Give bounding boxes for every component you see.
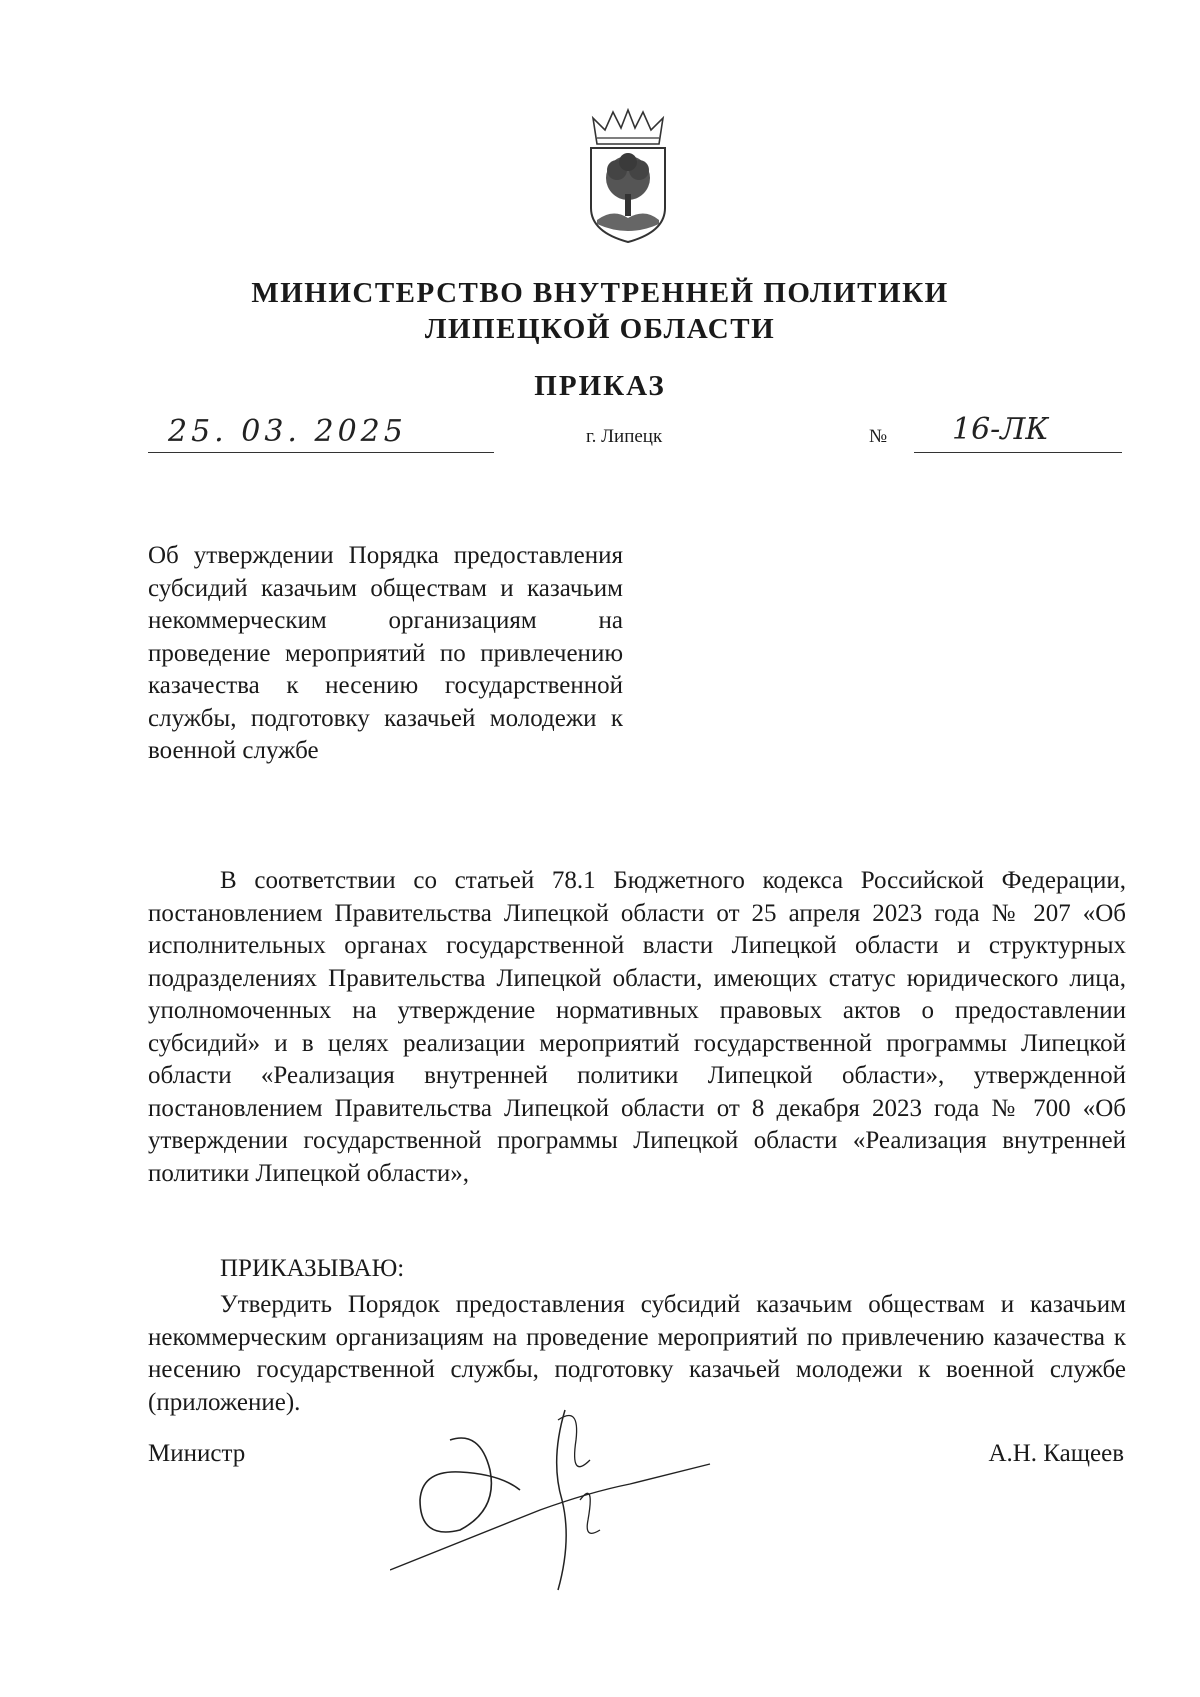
preamble-paragraph: В соответствии со статьей 78.1 Бюджетного кодекса Российской Федерации, постановлением Правительства Липецкой области от 25 апреля 2023 года № 207 «Об исполнительных органах государственной власти Липецкой области и структурных подразделениях Правительства Липецкой области, имеющих статус юридического лица, уполномоченных на утверждение нормативных правовых актов о предоставлении субсидий» и в целях реализации мероприятий государственной программы Липецкой области «Реализация внутренней политики Липецкой области», утвержденной постановлением Правительства Липецкой области от 8 декабря 2023 года № 700 «Об утверждении государственной программы Липецкой области «Реализация внутренней политики Липецкой области», — [148, 867, 1126, 1187]
document-number: 16-ЛК — [952, 412, 1049, 447]
document-type: ПРИКАЗ — [534, 370, 666, 402]
handwritten-signature — [390, 1400, 750, 1600]
document-city: г. Липецк — [586, 426, 663, 447]
signer-title: Министр — [148, 1440, 246, 1467]
date-underline — [148, 452, 494, 453]
ministry-name-line2: ЛИПЕЦКОЙ ОБЛАСТИ — [424, 313, 776, 345]
document-date: 25. 03. 2025 — [168, 414, 407, 449]
number-underline — [914, 452, 1122, 453]
document-meta-row — [0, 412, 1200, 458]
signer-name: А.Н. Кащеев — [988, 1440, 1124, 1467]
ministry-name-line1: МИНИСТЕРСТВО ВНУТРЕННЕЙ ПОЛИТИКИ — [251, 277, 949, 309]
number-label: № — [869, 426, 888, 447]
decision-paragraph: Утвердить Порядок предоставления субсидий казачьим обществам и казачьим некоммерческим организациям на проведение мероприятий по привлечению казачества к несению государственной службы, подготовку казачьей молодежи к военной службе (приложение). — [148, 1291, 1126, 1416]
coat-of-arms-icon — [583, 108, 673, 248]
order-word: ПРИКАЗЫВАЮ: — [220, 1255, 405, 1282]
document-subject: Об утверждении Порядка предоставления субсидий казачьим обществам и казачьим некоммерческим организациям на проведение мероприятий по привлечению казачества к несению государственной службы, подготовку казачьей молодежи к военной службе — [148, 542, 623, 764]
